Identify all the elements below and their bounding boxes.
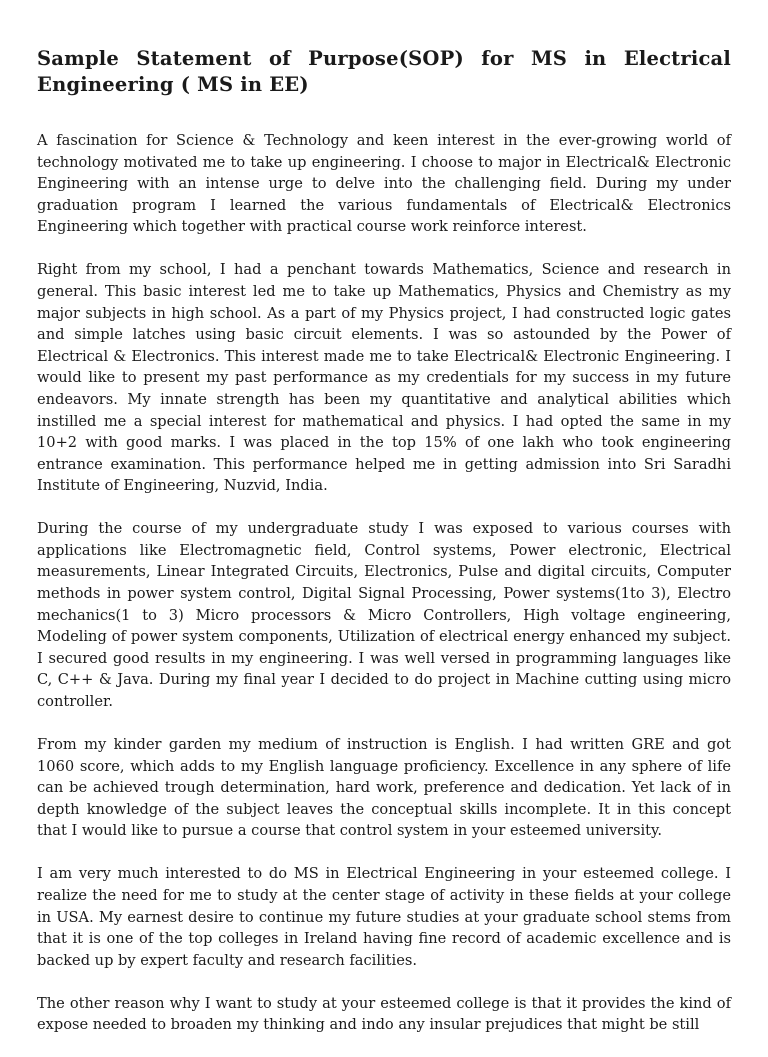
paragraph: A fascination for Science & Technology and keen interest in the ever-growing world of technology motivated me to take up engineering. I choose to major in Electrical& Electronic Engineering with an intense urge to delve into the challenging field. During my under graduation program I learned the various fundamentals of Electrical& Electronics Engineering which together with practical course work reinforce interest. (37, 132, 731, 236)
document-title: Sample Statement of Purpose(SOP) for MS in Electrical Engineering ( MS in EE) (37, 47, 731, 96)
paragraph: I am very much interested to do MS in Electrical Engineering in your esteemed college. I realize the need for me to study at the center stage of activity in these fields at your college in USA. My earnest desire to continue my future studies at your graduate school stems from that it is one of the top colleges in Ireland having fine record of academic excellence and is backed up by expert faculty and research facilities. (37, 865, 731, 969)
paragraph: From my kinder garden my medium of instruction is English. I had written GRE and got 1060 score, which adds to my English language proficiency. Excellence in any sphere of life can be achieved trough determination, hard work, preference and dedication. Yet lack of in depth knowledge of the subject leaves the conceptual skills incomplete. It in this concept that I would like to pursue a course that control system in your esteemed university. (37, 736, 731, 840)
paragraph: Right from my school, I had a penchant towards Mathematics, Science and research in general. This basic interest led me to take up Mathematics, Physics and Chemistry as my major subjects in high school. As a part of my Physics project, I had constructed logic gates and simple latches using basic circuit elements. I was so astounded by the Power of Electrical & Electronics. This interest made me to take Electrical& Electronic Engineering. I would like to present my past performance as my credentials for my success in my future endeavors. My innate strength has been my quantitative and analytical abilities which instilled me a special interest for mathematical and physics. I had opted the same in my 10+2 with good marks. I was placed in the top 15% of one lakh who took engineering entrance examination. This performance helped me in getting admission into Sri Saradhi Institute of Engineering, Nuzvid, India. (37, 261, 731, 495)
paragraph: The other reason why I want to study at your esteemed college is that it provides the kind of expose needed to broaden my thinking and indo any insular prejudices that might be still (37, 994, 731, 1034)
paragraph: During the course of my undergraduate study I was exposed to various courses with applications like Electromagnetic field, Control systems, Power electronic, Electrical measurements, Linear Integrated Circuits, Electronics, Pulse and digital circuits, Computer methods in power system control, Digital Signal Processing, Power systems(1to 3), Electro mechanics(1 to 3) Micro processors & Micro Controllers, High voltage engineering, Modeling of power system components, Utilization of electrical energy enhanced my subject. I secured good results in my engineering. I was well versed in programming languages like C, C++ & Java. During my final year I decided to do project in Machine cutting using micro controller. (37, 520, 731, 711)
document-body (37, 130, 731, 1057)
